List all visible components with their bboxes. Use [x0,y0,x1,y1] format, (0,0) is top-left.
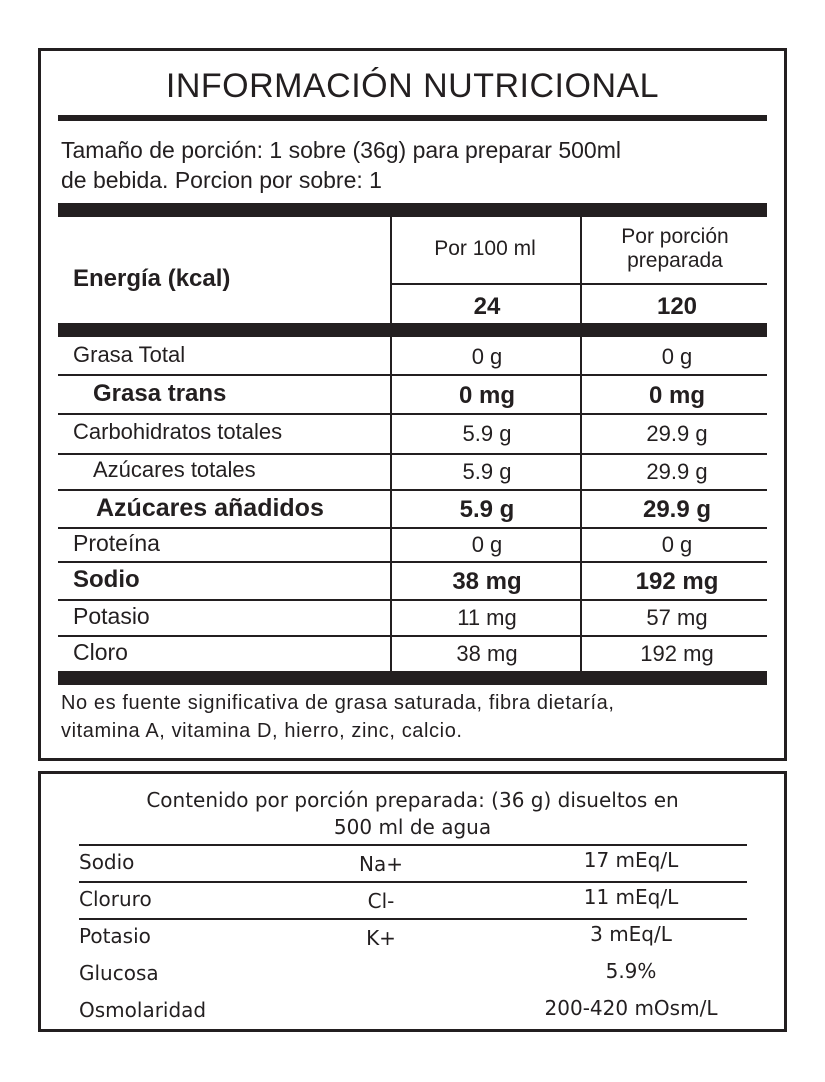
electrolytes-title-line1: Contenido por porción preparada: (36 g) disueltos en [146,788,679,812]
electrolyte-value: 200-420 mOsm/L [544,996,718,1020]
nutrient-portion-value: 57 mg [646,605,708,630]
nutrient-label: Azúcares añadidos [96,494,324,522]
nutrient-label: Sodio [73,566,140,593]
nutrient-per100-value: 5.9 g [459,496,515,523]
nutrition-title: INFORMACIÓN NUTRICIONAL [165,67,660,105]
nutrient-label: Carbohidratos totales [73,419,283,444]
nutrient-per100-value: 5.9 g [462,421,512,446]
nutrient-per100-value: 0 mg [458,381,515,409]
electrolyte-name: Potasio [79,924,151,948]
row-divider [58,635,767,637]
electrolyte-name: Cloruro [79,887,152,911]
electrolyte-symbol: Na+ [359,852,403,876]
row-divider [58,374,767,376]
nutrient-portion-value: 192 mg [635,568,719,595]
row-divider [58,561,767,563]
electrolyte-name: Glucosa [79,961,159,985]
electrolyte-value: 17 mEq/L [583,848,679,872]
nutrient-label: Potasio [73,603,150,629]
nutrient-portion-value: 0 g [661,532,693,557]
row-divider [58,599,767,601]
nutrient-per100-value: 38 mg [456,641,518,666]
serving-line-2: de bebida. Porcion por sobre: 1 [61,167,382,193]
nutrient-per100-value: 11 mg [457,605,517,630]
title-rule [58,115,767,121]
nutrient-label: Grasa trans [93,379,227,407]
nutrient-per100-value: 0 g [471,532,503,557]
nutrient-portion-value: 0 mg [648,381,705,409]
electrolytes-title-line2: 500 ml de agua [333,815,492,839]
note-line-2: vitamina A, vitamina D, hierro, zinc, calcio. [61,720,463,742]
nutrient-label: Grasa Total [73,341,186,367]
electrolyte-value: 11 mEq/L [583,885,679,909]
col-divider-2 [580,217,582,673]
nutrient-label: Cloro [73,639,128,665]
serving-size-text [61,135,621,195]
nutrient-portion-value: 0 g [661,343,693,369]
electrolyte-row-divider [79,918,747,920]
electrolytes-panel [38,771,787,1032]
row-divider [58,527,767,529]
nutrient-per100-value: 5.9 g [462,459,512,484]
nutrient-portion-value: 192 mg [640,641,714,666]
row-divider [58,453,767,455]
electrolyte-symbol: Cl- [367,889,395,913]
col-header-per-portion-line2: preparada [627,249,723,272]
thick-rule-top [58,203,767,217]
nutrient-per100-value: 38 mg [452,568,522,595]
nutrition-facts-panel [38,48,787,761]
col-header-per100: Por 100 ml [434,237,536,260]
row-divider [58,413,767,415]
electrolytes-title [41,787,784,841]
electrolyte-name: Sodio [79,850,135,874]
nutrient-portion-value: 29.9 g [646,421,708,446]
nutrient-portion-value: 29.9 g [642,496,712,523]
note-line-1: No es fuente significativa de grasa saturada, fibra dietaría, [61,692,615,714]
thick-rule-mid [58,323,767,337]
electrolyte-name: Osmolaridad [79,998,207,1022]
nutrient-label: Azúcares totales [93,457,256,482]
electrolyte-value: 5.9% [605,959,657,983]
nutrition-note [61,689,615,745]
nutrient-label: Proteína [73,530,160,556]
energy-per100-value: 24 [473,293,501,320]
col-divider-1 [390,217,392,673]
energy-portion-value: 120 [656,293,698,320]
nutrient-per100-value: 0 g [471,343,503,369]
thick-rule-bottom [58,671,767,685]
energy-label: Energía (kcal) [73,265,231,292]
col-header-per-portion-line1: Por porción [621,225,729,248]
serving-line-1: Tamaño de porción: 1 sobre (36g) para preparar 500ml [61,137,621,163]
electrolyte-row-divider [79,881,747,883]
electrolyte-value: 3 mEq/L [590,922,672,946]
col-header-per-portion [582,225,768,273]
row-divider [58,489,767,491]
electrolyte-row-divider [79,844,747,846]
nutrient-portion-value: 29.9 g [646,459,708,484]
electrolyte-symbol: K+ [366,926,396,950]
